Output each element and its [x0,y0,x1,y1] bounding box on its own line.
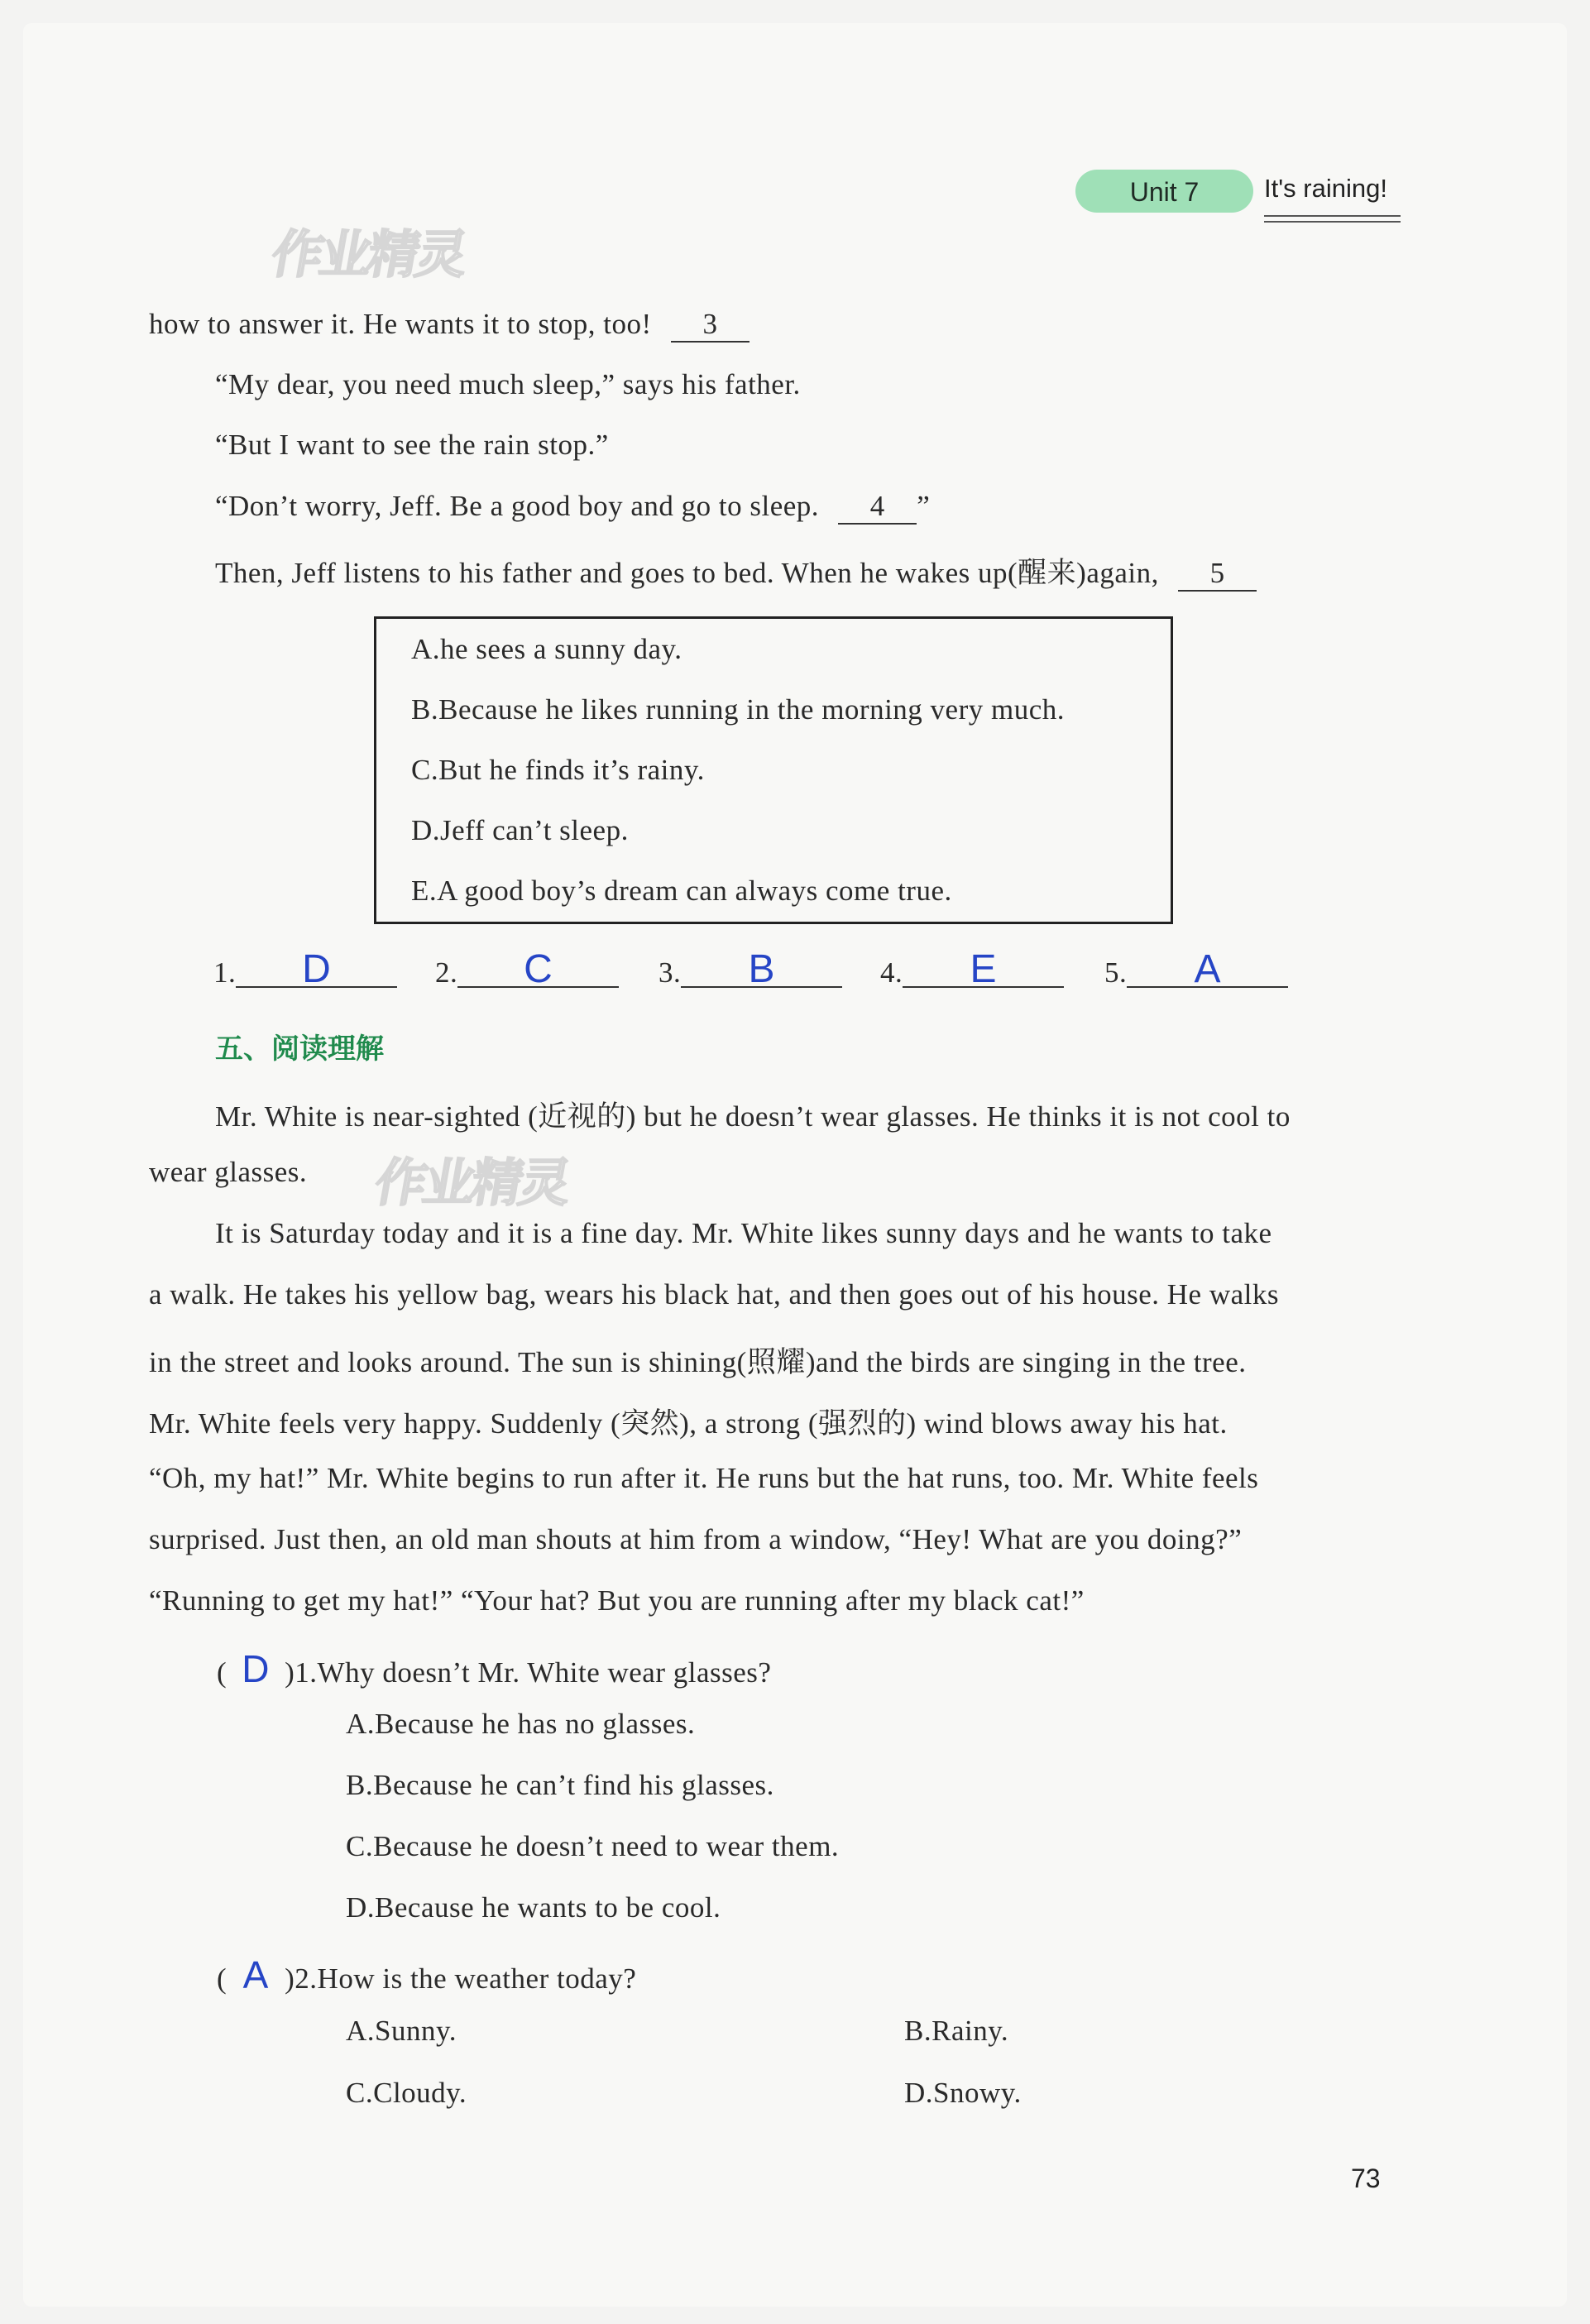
question-1: ( D )1.Why doesn’t Mr. White wear glasses? [217,1647,772,1690]
passage-line: “Don’t worry, Jeff. Be a good boy and go to sleep. 4 ” [215,490,930,525]
question-option: B.Rainy. [904,2015,1009,2047]
question-option: A.Sunny. [346,2015,457,2047]
answer-slot: 3. B [659,953,842,989]
option-item: D.Jeff can’t sleep. [411,814,629,846]
passage-line: wear glasses. [149,1156,308,1188]
page-number: 73 [1351,2163,1381,2193]
question-option: C.Because he doesn’t need to wear them. [346,1830,840,1862]
passage-line: “But I want to see the rain stop.” [215,429,609,461]
answer-slot: 5. A [1104,953,1288,989]
answer-blank: A [1127,953,1288,988]
answer-slot: 2. C [435,953,619,989]
answer-slot: 1. D [213,953,397,989]
passage-line: surprised. Just then, an old man shouts at him from a window, “Hey! What are you doing?” [149,1523,1243,1555]
question-option: A.Because he has no glasses. [346,1708,696,1740]
option-item: B.Because he likes running in the morning very much. [411,693,1066,726]
section-heading: 五、阅读理解 [215,1033,384,1066]
unit-badge: Unit 7 [1075,170,1253,213]
passage-line: “My dear, you need much sleep,” says his father. [215,368,801,400]
passage-line: “Oh, my hat!” Mr. White begins to run after it. He runs but the hat runs, too. Mr. White feels [149,1462,1259,1494]
question-answer: D [242,1647,271,1690]
answer-blank: D [236,953,397,988]
unit-title: It's raining! [1264,174,1387,203]
question-option: B.Because he can’t find his glasses. [346,1769,774,1801]
option-item: C.But he finds it’s rainy. [411,754,705,786]
watermark: 作业精灵 [266,224,470,285]
passage-line: It is Saturday today and it is a fine day. Mr. White likes sunny days and he wants to take [215,1217,1272,1249]
passage-line: Then, Jeff listens to his father and goes to bed. When he wakes up(醒来)again, 5 [215,550,1257,592]
option-item: A.he sees a sunny day. [411,633,682,665]
passage-line: a walk. He takes his yellow bag, wears his black hat, and then goes out of his house. He walks [149,1278,1279,1311]
answer-blank: C [457,953,619,988]
blank-4: 4 [838,490,917,525]
header-rule [1264,215,1401,217]
passage-line: how to answer it. He wants it to stop, too! 3 [149,308,750,343]
watermark: 作业精灵 [370,1152,573,1213]
answer-slot: 4. E [880,953,1064,989]
question-answer: A [242,1953,269,1996]
question-2: ( A )2.How is the weather today? [217,1953,637,1996]
question-option: D.Because he wants to be cool. [346,1891,721,1924]
passage-line: “Running to get my hat!” “Your hat? But you are running after my black cat!” [149,1584,1085,1617]
question-option: C.Cloudy. [346,2077,467,2109]
blank-5: 5 [1178,557,1257,592]
passage-line: Mr. White is near-sighted (近视的) but he doesn’t wear glasses. He thinks it is not cool to [215,1100,1291,1133]
blank-3: 3 [671,308,750,343]
passage-line: in the street and looks around. The sun is shining(照耀)and the birds are singing in the tree. [149,1346,1247,1378]
answer-blank: B [681,953,842,988]
answer-blank: E [903,953,1064,988]
header-rule [1264,221,1401,223]
passage-line: Mr. White feels very happy. Suddenly (突然), a strong (强烈的) wind blows away his hat. [149,1407,1228,1440]
option-item: E.A good boy’s dream can always come true. [411,874,952,907]
question-option: D.Snowy. [904,2077,1022,2109]
